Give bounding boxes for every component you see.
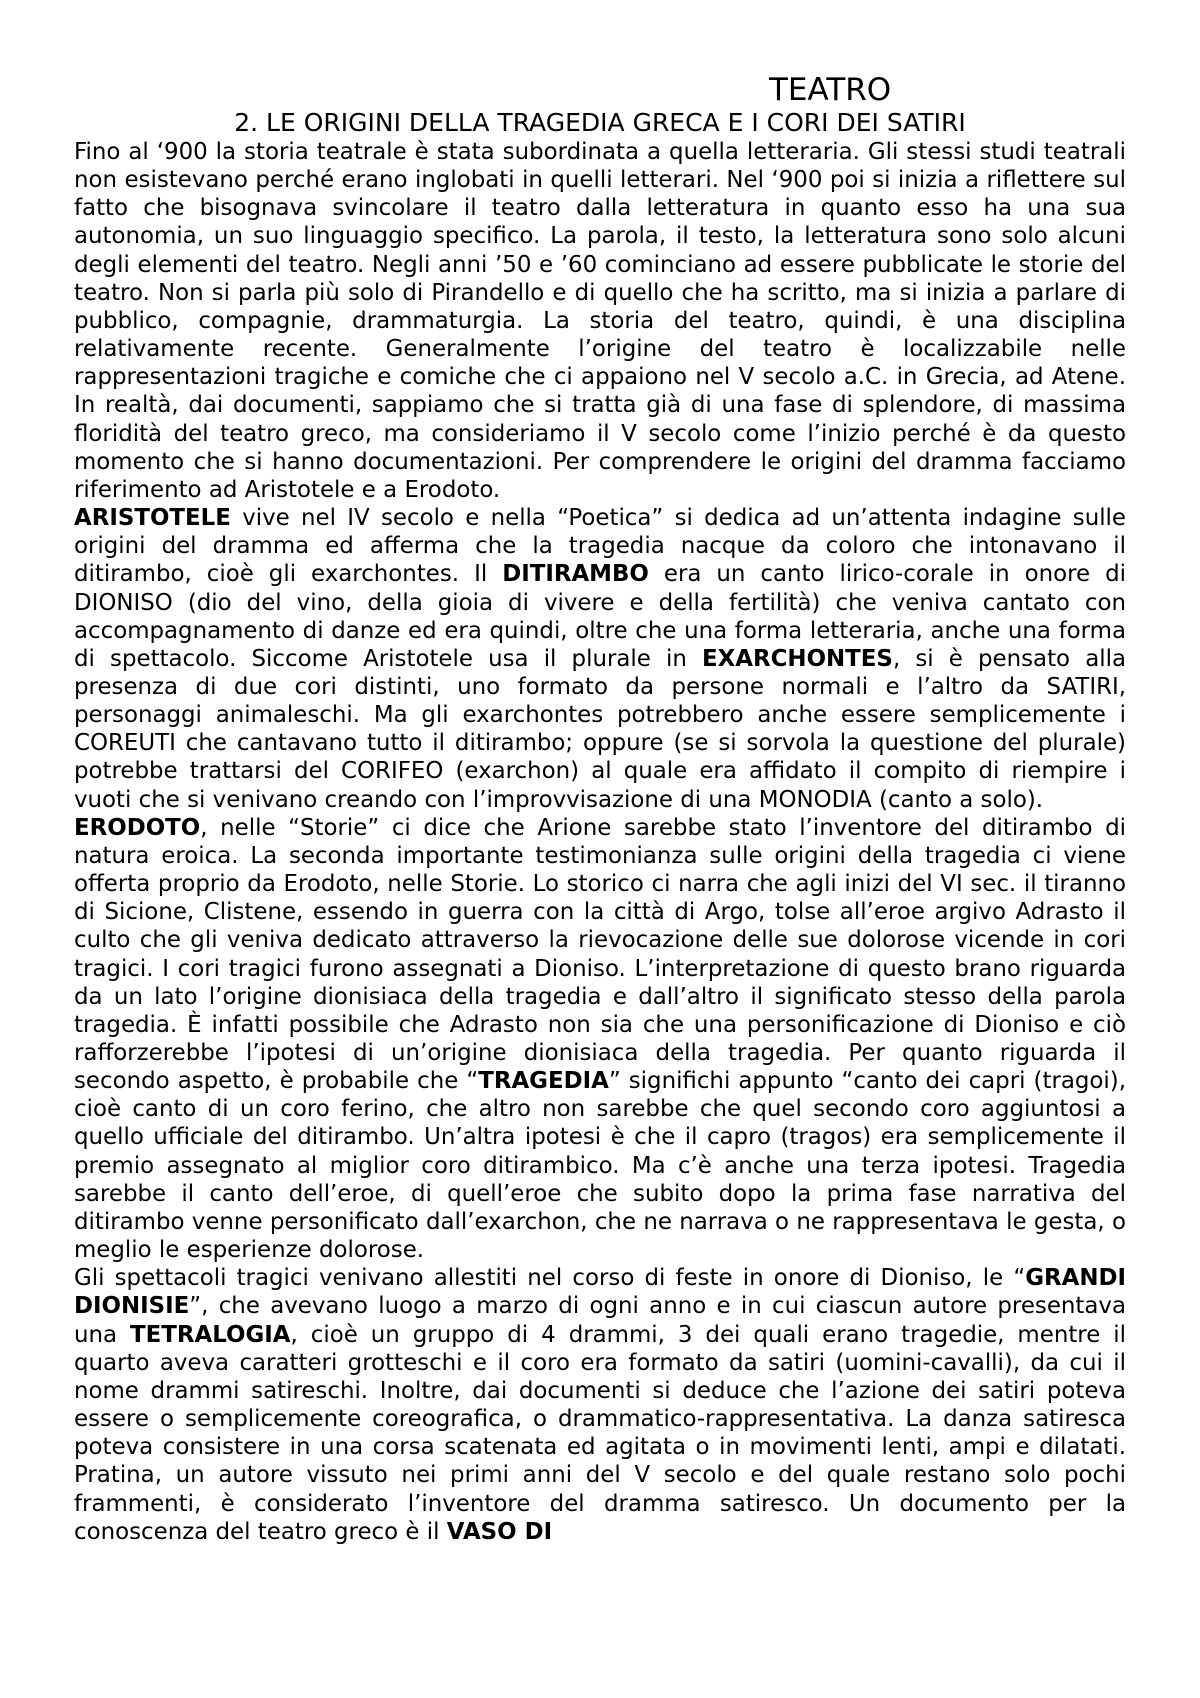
paragraph-aristotele [74,504,1126,814]
paragraph-text: , nelle “Storie” ci dice che Arione sarebbe stato l’inventore del ditirambo di natura eroica. La seconda importante testimonianza sulle origini della tragedia ci viene offerta proprio da Erodoto, nelle Storie. Lo storico ci narra che agli inizi del VI sec. il tiranno di Sicione, Clistene, essendo in guerra con la città di Argo, tolse all’eroe argivo Adrasto il culto che gli veniva dedicato attraverso la rievocazione delle sue dolorose vicende in cori tragici. I cori tragici furono assegnati a Dioniso. L’interpretazione di questo brano riguarda da un lato l’origine dionisiaca della tragedia e dall’altro il significato stesso della parola tragedia. È infatti possibile che Adrasto non sia che una personificazione di Dioniso e ciò rafforzerebbe l’ipotesi di un’origine dionisiaca della tragedia. Per quanto riguarda il secondo aspetto, è probabile che “ [74,814,1126,1095]
paragraph-erodoto [74,814,1126,1265]
bold-term-aristotele: ARISTOTELE [74,505,231,532]
paragraph-text: , cioè un gruppo di 4 drammi, 3 dei quali erano tragedie, mentre il quarto aveva caratteri grotteschi e il coro era formato da satiri (uomini-cavalli), da cui il nome drammi satireschi. Inoltre, dai documenti si deduce che l’azione dei satiri poteva essere o semplicemente coreografica, o drammatico-rappresentativa. La danza satiresca poteva consistere in una corsa scatenata ed agitata o in movimenti lenti, ampi e dilatati. Pratina, un autore vissuto nei primi anni del V secolo e del quale restano solo pochi frammenti, è considerato l’inventore del dramma satiresco. Un documento per la conoscenza del teatro greco è il [74,1321,1126,1545]
paragraph-text: ” significhi appunto “canto dei capri (tragoi), cioè canto di un coro ferino, che altro non sarebbe che quel secondo coro aggiuntosi a quello ufficiale del ditirambo. Un’altra ipotesi è che il capro (tragos) era semplicemente il premio assegnato al miglior coro ditirambico. Ma c’è anche una terza ipotesi. Tragedia sarebbe il canto dell’eroe, di quell’eroe che subito dopo la prima fase narrativa del ditirambo venne personificato dall’exarchon, che ne narrava o ne rappresentava le gesta, o meglio le esperienze dolorose. [74,1068,1126,1264]
bold-term-tragedia: TRAGEDIA [478,1068,609,1095]
paragraph-text: Gli spettacoli tragici venivano allestiti nel corso di feste in onore di Dioniso, le “ [74,1265,1026,1292]
paragraph-text: ”, che avevano luogo a marzo di ogni anno e in cui ciascun autore presentava una [74,1293,1126,1348]
paragraph-text: vive nel IV secolo e nella “Poetica” si dedica ad un’attenta indagine sulle origini del dramma ed afferma che la tragedia nacque da coloro che intonavano il ditirambo, cioè gli exarchontes. Il [74,505,1126,588]
paragraph-text: , si è pensato alla presenza di due cori distinti, uno formato da persone normali e l’altro da SATIRI, personaggi animaleschi. Ma gli exarchontes potrebbero anche essere semplicemente i COREUTI che cantavano tutto il ditirambo; oppure (se si sorvola la questione del plurale) potrebbe trattarsi del CORIFEO (exarchon) al quale era affidato il compito di riempire i vuoti che si venivano creando con l’improvvisazione di una MONODIA (canto a solo). [74,645,1126,813]
paragraph-intro: Fino al ‘900 la storia teatrale è stata subordinata a quella letteraria. Gli stessi studi teatrali non esistevano perché erano inglobati in quelli letterari. Nel ‘900 poi si inizia a riflettere sul fatto che bisognava svincolare il teatro dalla letteratura in quanto esso ha una sua autonomia, un suo linguaggio specifico. La parola, il testo, la letteratura sono solo alcuni degli elementi del teatro. Negli anni ’50 e ’60 cominciano ad essere pubblicate le storie del teatro. Non si parla più solo di Pirandello e di quello che ha scritto, ma si inizia a parlare di pubblico, compagnie, drammaturgia. La storia del teatro, quindi, è una disciplina relativamente recente. Generalmente l’origine del teatro è localizzabile nelle rappresentazioni tragiche e comiche che ci appaiono nel V secolo a.C. in Grecia, ad Atene. In realtà, dai documenti, sappiamo che si tratta già di una fase di splendore, di massima floridità del teatro greco, ma consideriamo il V secolo come l’inizio perché è da questo momento che si hanno documentazioni. Per comprendere le origini del dramma facciamo riferimento ad Aristotele e a Erodoto. [74,139,1126,503]
bold-term-grandi-dionisie: GRANDI DIONISIE [74,1265,1126,1320]
paragraph-dionisie [74,1264,1126,1546]
bold-term-ditirambo: DITIRAMBO [502,561,649,588]
bold-term-erodoto: ERODOTO [74,814,201,841]
bold-term-vaso-di: VASO DI [446,1518,553,1545]
paragraph-text: era un canto lirico-corale in onore di DIONISO (dio del vino, della gioia di vivere e della fertilità) che veniva cantato con accompagnamento di danze ed era quindi, oltre che una forma letteraria, anche una forma di spettacolo. Siccome Aristotele usa il plurale in [74,561,1126,672]
bold-term-tetralogia: TETRALOGIA [130,1321,291,1348]
document-title: TEATRO [769,72,892,108]
document-page [74,72,1126,1546]
document-subtitle: 2. LE ORIGINI DELLA TRAGEDIA GRECA E I CORI DEI SATIRI [234,108,966,137]
bold-term-exarchontes: EXARCHONTES [701,645,893,672]
